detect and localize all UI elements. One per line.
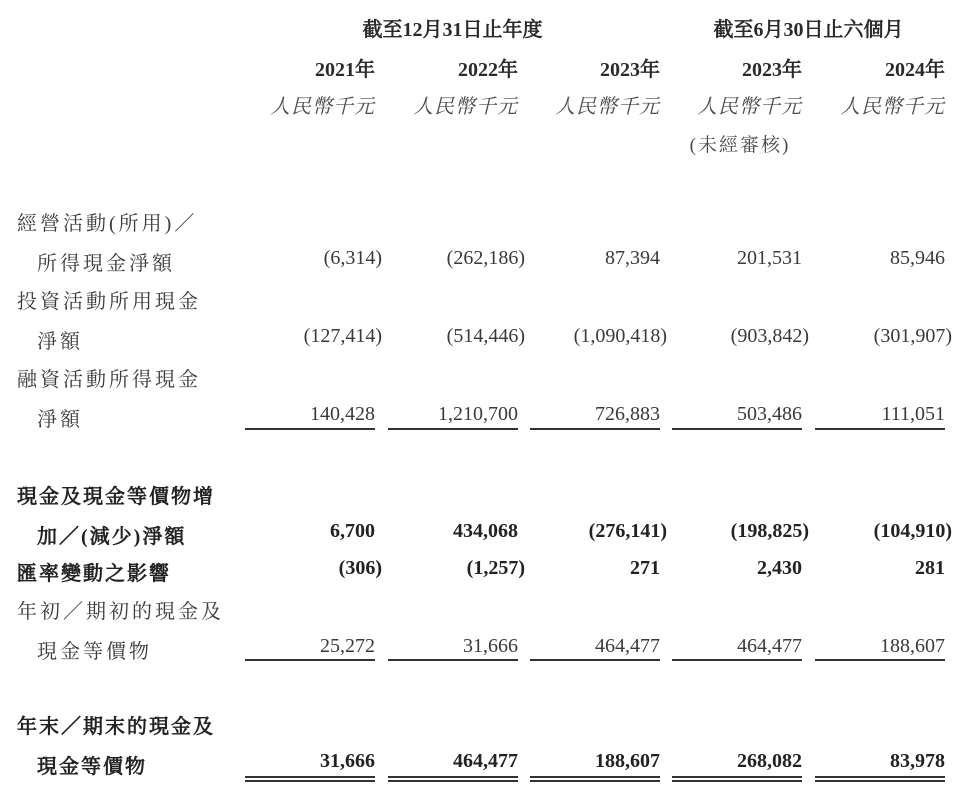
subtotal-underline xyxy=(815,428,945,430)
value-cell: (276,141) xyxy=(588,520,667,542)
value-cell: (514,446) xyxy=(446,325,525,347)
row-label-net-change-line2: 加／(減少)淨額 xyxy=(37,526,187,548)
row-label-opening-cash-line2: 現金等價物 xyxy=(37,641,152,663)
header-unit: 人民幣千元 xyxy=(270,96,375,118)
subtotal-underline xyxy=(672,428,802,430)
value-cell: (127,414) xyxy=(303,325,382,347)
row-label-financing-line1: 融資活動所得現金 xyxy=(17,369,201,391)
row-label-closing-cash-line1: 年末／期末的現金及 xyxy=(17,716,215,738)
total-double-underline xyxy=(672,776,802,782)
value-cell: 31,666 xyxy=(320,750,375,772)
value-cell: (198,825) xyxy=(730,520,809,542)
value-cell: 85,946 xyxy=(890,247,945,269)
value-cell: 268,082 xyxy=(737,750,802,772)
value-cell: 434,068 xyxy=(453,520,518,542)
value-cell: 464,477 xyxy=(737,635,802,657)
subtotal-underline xyxy=(245,659,375,661)
value-cell: 188,607 xyxy=(880,635,945,657)
header-year-2024-h1: 2024年 xyxy=(885,59,945,81)
value-cell: 2,430 xyxy=(757,557,802,579)
subtotal-underline xyxy=(388,428,518,430)
value-cell: 503,486 xyxy=(737,403,802,425)
value-cell: 111,051 xyxy=(881,403,945,425)
value-cell: (1,090,418) xyxy=(573,325,667,347)
value-cell: (903,842) xyxy=(730,325,809,347)
row-label-closing-cash-line2: 現金等價物 xyxy=(37,756,147,778)
header-group-six-months: 截至6月30日止六個月 xyxy=(713,19,904,41)
value-cell: (1,257) xyxy=(466,557,525,579)
value-cell: 25,272 xyxy=(320,635,375,657)
value-cell: (262,186) xyxy=(446,247,525,269)
header-unit: 人民幣千元 xyxy=(413,96,518,118)
value-cell: 83,978 xyxy=(890,750,945,772)
row-label-opening-cash-line1: 年初／期初的現金及 xyxy=(17,601,224,623)
subtotal-underline xyxy=(672,659,802,661)
subtotal-underline xyxy=(530,428,660,430)
value-cell: 464,477 xyxy=(453,750,518,772)
row-label-fx-effect: 匯率變動之影響 xyxy=(17,563,171,585)
subtotal-underline xyxy=(530,659,660,661)
total-double-underline xyxy=(815,776,945,782)
value-cell: 281 xyxy=(915,557,945,579)
header-unaudited-note: (未經審核) xyxy=(689,135,791,156)
header-year-2021: 2021年 xyxy=(315,59,375,81)
value-cell: (104,910) xyxy=(873,520,952,542)
subtotal-underline xyxy=(245,428,375,430)
value-cell: 726,883 xyxy=(595,403,660,425)
header-group-fiscal-year: 截至12月31日止年度 xyxy=(362,19,543,41)
value-cell: 6,700 xyxy=(330,520,375,542)
value-cell: (306) xyxy=(338,557,382,579)
header-unit: 人民幣千元 xyxy=(555,96,660,118)
header-year-2023: 2023年 xyxy=(600,59,660,81)
value-cell: 140,428 xyxy=(310,403,375,425)
value-cell: 1,210,700 xyxy=(438,403,518,425)
value-cell: (301,907) xyxy=(873,325,952,347)
subtotal-underline xyxy=(388,659,518,661)
row-label-net-change-line1: 現金及現金等價物增 xyxy=(17,486,215,508)
total-double-underline xyxy=(245,776,375,782)
value-cell: 87,394 xyxy=(605,247,660,269)
header-unit: 人民幣千元 xyxy=(840,96,945,118)
value-cell: 31,666 xyxy=(463,635,518,657)
value-cell: 271 xyxy=(630,557,660,579)
value-cell: 201,531 xyxy=(737,247,802,269)
header-unit: 人民幣千元 xyxy=(697,96,802,118)
row-label-financing-line2: 淨額 xyxy=(37,409,83,431)
row-label-investing-line2: 淨額 xyxy=(37,331,83,353)
row-label-operating-line1: 經營活動(所用)／ xyxy=(17,213,198,235)
value-cell: 464,477 xyxy=(595,635,660,657)
total-double-underline xyxy=(530,776,660,782)
header-year-2022: 2022年 xyxy=(458,59,518,81)
total-double-underline xyxy=(388,776,518,782)
header-year-2023-h1: 2023年 xyxy=(742,59,802,81)
row-label-investing-line1: 投資活動所用現金 xyxy=(17,291,201,313)
value-cell: 188,607 xyxy=(595,750,660,772)
row-label-operating-line2: 所得現金淨額 xyxy=(37,253,175,275)
value-cell: (6,314) xyxy=(323,247,382,269)
subtotal-underline xyxy=(815,659,945,661)
